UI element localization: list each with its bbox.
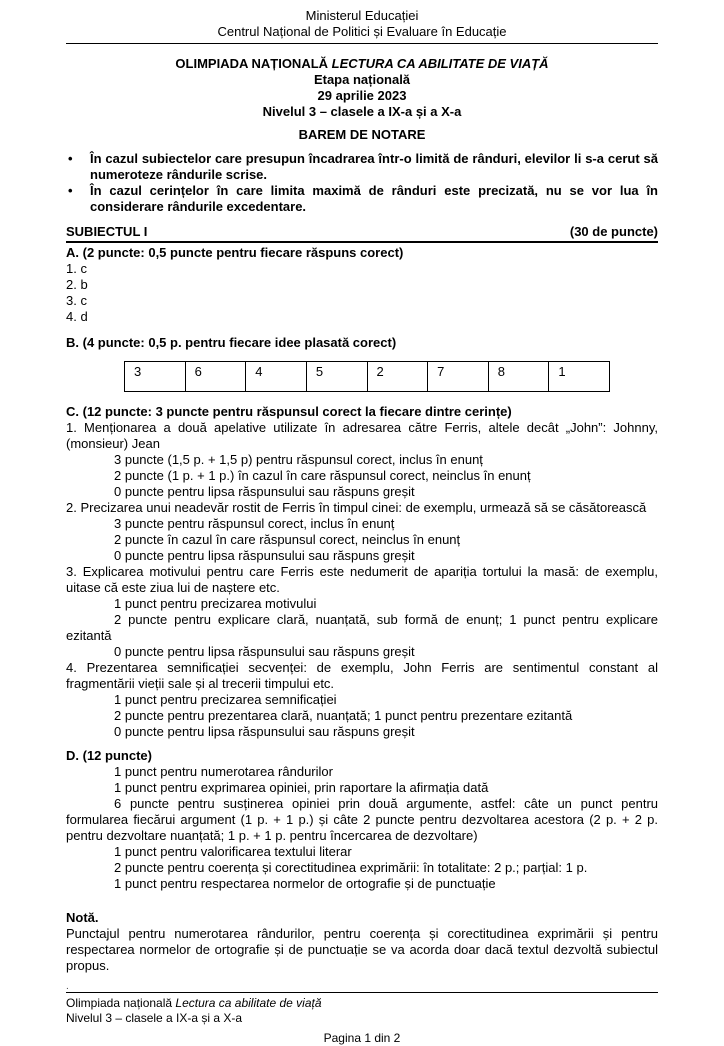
footer-olympiad-line — [66, 996, 658, 1011]
footer-level-line: Nivelul 3 – clasele a IX-a și a X-a — [66, 1011, 243, 1025]
table-cell: 4 — [246, 362, 307, 392]
subject-heading-row — [66, 224, 658, 243]
nota-heading: Notă. — [66, 910, 99, 925]
table-cell: 1 — [549, 362, 610, 392]
c-item-2: 2. Precizarea unui neadevăr rostit de Ferris în timpul cinei: de exemplu, urmează să se căsătorească — [66, 500, 647, 515]
d-sub-5: 2 puncte pentru coerența și corectitudinea exprimării: în totalitate: 2 p.; parțial: 1 p. — [114, 860, 588, 875]
instruction-item — [66, 183, 658, 215]
c-item-4-sub-3: 0 puncte pentru lipsa răspunsului sau răspuns greșit — [114, 724, 415, 739]
section-c-heading: C. (12 puncte: 3 puncte pentru răspunsul corect la fiecare dintre cerințe) — [66, 404, 512, 419]
instruction-item — [66, 151, 658, 183]
page-number: Pagina 1 din 2 — [323, 1031, 401, 1045]
d-sub-1: 1 punct pentru numerotarea rândurilor — [114, 764, 333, 779]
table-cell: 5 — [306, 362, 367, 392]
answers-table — [124, 361, 610, 392]
table-cell: 3 — [125, 362, 186, 392]
bullet-icon: • — [68, 183, 73, 198]
instruction-text: În cazul cerințelor în care limita maximă de rânduri este precizată, nu se vor lua în considerare rândurile excedentare. — [90, 183, 658, 214]
footer-divider — [66, 992, 658, 993]
c-item-3: 3. Explicarea motivului pentru care Ferris este nedumerit de apariția tortului la masă: de exemplu, uitase că este ziua lui de naștere etc. — [66, 564, 658, 595]
section-b-heading: B. (4 puncte: 0,5 p. pentru fiecare idee plasată corect) — [66, 335, 397, 350]
table-row — [125, 362, 610, 392]
stray-mark: . — [66, 981, 69, 992]
answer-line: 2. b — [66, 277, 88, 292]
c-item-2-sub-2: 2 puncte în cazul în care răspunsul corect, neinclus în enunț — [114, 532, 461, 547]
d-sub-6: 1 punct pentru respectarea normelor de ortografie și de punctuație — [114, 876, 496, 891]
d-sub-3: 6 puncte pentru susținerea opiniei prin două argumente, astfel: câte un punct pentru formularea fiecărui argument (1 p. + 1 p.) și câte 2 puncte pentru dezvoltarea acestora (2 p. + 2 p. pentru dezvoltare nuanțată; 1 p. + 1 p. pentru încercarea de dezvoltare) — [66, 796, 658, 843]
olympiad-title-name: LECTURA CA ABILITATE DE VIAȚĂ — [331, 56, 549, 71]
instruction-list — [66, 151, 658, 215]
c-item-3-sub-3: 0 puncte pentru lipsa răspunsului sau răspuns greșit — [114, 644, 415, 659]
c-item-1-sub-2: 2 puncte (1 p. + 1 p.) în cazul în care răspunsul corect, neinclus în enunț — [114, 468, 531, 483]
section-d-heading: D. (12 puncte) — [66, 748, 152, 763]
nota-text: Punctajul pentru numerotarea rândurilor, pentru coerența și corectitudinea exprimării și pentru respectarea normelor de ortografie și de punctuație se va acorda doar dacă textul dezvoltă subiectul propus. — [66, 926, 658, 973]
c-item-4-sub-1: 1 punct pentru precizarea semnificației — [114, 692, 337, 707]
c-item-4-sub-2: 2 puncte pentru prezentarea clară, nuanțată; 1 punct pentru prezentare ezitantă — [114, 708, 573, 723]
answer-line: 1. c — [66, 261, 87, 276]
c-item-3-sub-2: 2 puncte pentru explicare clară, nuanțată, sub formă de enunț; 1 punct pentru explicare ezitantă — [66, 612, 658, 643]
ministry-name: Ministerul Educației — [305, 8, 419, 23]
section-d — [66, 748, 658, 892]
barem-heading: BAREM DE NOTARE — [298, 127, 426, 142]
header-divider — [66, 43, 658, 44]
c-item-1: 1. Menționarea a două apelative utilizate în adresarea către Ferris, altele decât „John”: Johnny, (monsieur) Jean — [66, 420, 658, 451]
d-sub-4: 1 punct pentru valorificarea textului literar — [114, 844, 352, 859]
section-c — [66, 404, 658, 740]
olympiad-title-prefix: OLIMPIADA NAȚIONALĂ — [175, 56, 332, 71]
subject-title: SUBIECTUL I — [66, 224, 148, 239]
document-footer — [66, 992, 658, 1046]
date-line: 29 aprilie 2023 — [317, 88, 407, 103]
section-b — [66, 335, 658, 404]
center-name: Centrul Național de Politici și Evaluare în Educație — [217, 24, 507, 39]
answer-line: 4. d — [66, 309, 88, 324]
c-item-4: 4. Prezentarea semnificației secvenței: de exemplu, John Ferris are sentimentul constant al fragmentării vieții sale și al trecerii timpului etc. — [66, 660, 658, 691]
bullet-icon: • — [68, 151, 73, 166]
instruction-text: În cazul subiectelor care presupun încadrarea într-o limită de rânduri, elevilor li s-a cerut să numeroteze rândurile scrise. — [90, 151, 658, 182]
table-cell: 8 — [488, 362, 549, 392]
footer-olympiad-prefix: Olimpiada națională — [66, 996, 176, 1010]
subject-points: (30 de puncte) — [569, 224, 658, 239]
c-item-1-sub-1: 3 puncte (1,5 p. + 1,5 p) pentru răspunsul corect, inclus în enunț — [114, 452, 483, 467]
level-line: Nivelul 3 – clasele a IX-a și a X-a — [262, 104, 462, 119]
d-sub-2: 1 punct pentru exprimarea opiniei, prin raportare la afirmația dată — [114, 780, 489, 795]
footer-olympiad-name: Lectura ca abilitate de viață — [175, 996, 322, 1010]
table-cell: 2 — [367, 362, 428, 392]
c-item-2-sub-3: 0 puncte pentru lipsa răspunsului sau răspuns greșit — [114, 548, 415, 563]
olympiad-title — [66, 56, 658, 72]
section-a-heading: A. (2 puncte: 0,5 puncte pentru fiecare răspuns corect) — [66, 245, 404, 260]
table-cell: 6 — [185, 362, 246, 392]
nota-section — [66, 910, 658, 974]
title-block — [66, 56, 658, 120]
c-item-3-sub-1: 1 punct pentru precizarea motivului — [114, 596, 317, 611]
c-item-1-sub-3: 0 puncte pentru lipsa răspunsului sau răspuns greșit — [114, 484, 415, 499]
table-cell: 7 — [428, 362, 489, 392]
section-a-answers — [66, 261, 658, 325]
answer-line: 3. c — [66, 293, 87, 308]
document-header — [66, 8, 658, 40]
c-item-2-sub-1: 3 puncte pentru răspunsul corect, inclus în enunț — [114, 516, 395, 531]
stage-line: Etapa națională — [313, 72, 411, 87]
